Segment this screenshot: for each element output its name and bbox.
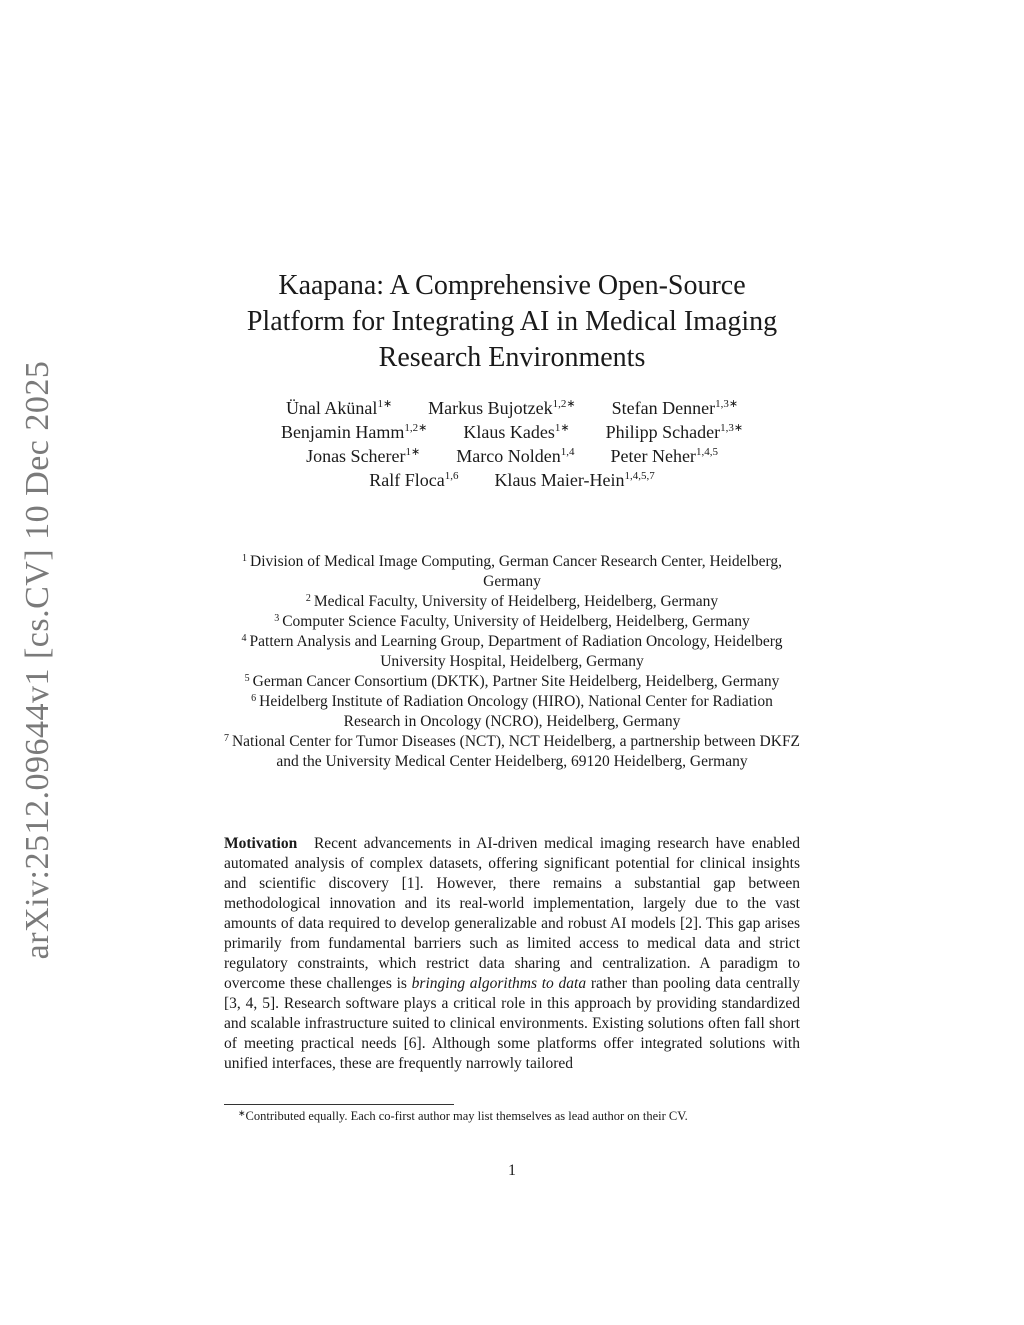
author-marks: 1,2∗ — [404, 422, 428, 434]
author — [369, 468, 458, 492]
affiliation-list — [222, 552, 802, 772]
author-marks: 1,3∗ — [720, 422, 744, 434]
author-marks: 1,6 — [444, 470, 459, 482]
author-marks: 1,3∗ — [715, 398, 739, 410]
affiliation-text: Division of Medical Image Computing, German Cancer Research Center, Heidelberg, Germany — [250, 553, 782, 590]
affiliation — [222, 672, 802, 692]
author-name: Ünal Akünal — [285, 398, 378, 418]
author-name: Klaus Kades — [463, 422, 555, 442]
author-name: Klaus Maier-Hein — [494, 470, 625, 490]
affiliation-number: 7 — [223, 733, 229, 744]
affiliation-text: National Center for Tumor Diseases (NCT), NCT Heidelberg, a partnership between DKFZ and the University Medical Center Heidelberg, 69120 Heidelberg, Germany — [231, 733, 801, 770]
paragraph-text: Recent advancements in AI-driven medical imaging research have enabled automated analysis of complex datasets, offering significant potential for clinical insights and scientific discovery [1]. However, there remains a substantial gap between methodological innovation and its real-world implementation, largely due to the vast amounts of data required to develop generalizable and robust AI models [2]. This gap arises primarily from fundamental barriers such as limited access to medical data and strict regulatory constraints, which restrict data sharing and centralization. A paradigm to overcome these challenges is — [224, 835, 801, 992]
author-name: Ralf Floca — [369, 470, 445, 490]
affiliation — [222, 692, 802, 732]
footnote-divider — [224, 1104, 454, 1105]
emphasized-phrase: bringing algorithms to data — [411, 975, 587, 992]
author-name: Markus Bujotzek — [428, 398, 553, 418]
paper-title — [212, 268, 812, 376]
affiliation — [222, 592, 802, 612]
paragraph-text: rather than pooling data centrally [3, 4, 5]. Research software plays a critical role in this approach by providing standardized and scalable infrastructure suited to clinical environments. Existing solutions often fall short of meeting practical needs [6]. Although some platforms offer integrated solutions with unified interfaces, these are frequently narrowly tailored — [224, 975, 801, 1072]
footnote-text: Contributed equally. Each co-first author may list themselves as lead author on their CV. — [245, 1109, 688, 1123]
affiliation-text: Computer Science Faculty, University of Heidelberg, Heidelberg, Germany — [282, 613, 750, 630]
affiliation-number: 6 — [251, 693, 257, 704]
author-row — [212, 396, 812, 420]
author-marks: 1,4,5,7 — [624, 470, 655, 482]
affiliation-number: 5 — [244, 673, 250, 684]
author-marks: 1,2∗ — [552, 398, 576, 410]
author — [610, 444, 717, 468]
arxiv-identifier: arXiv:2512.09644v1 [cs.CV] 10 Dec 2025 — [19, 360, 56, 960]
title-line: Research Environments — [378, 342, 646, 373]
page-number: 1 — [508, 1162, 516, 1179]
affiliation-number: 4 — [241, 633, 247, 644]
author-marks: 1∗ — [405, 446, 421, 458]
affiliation-number: 2 — [305, 593, 311, 604]
motivation-paragraph — [224, 834, 800, 1074]
footnote — [224, 1108, 828, 1124]
affiliation — [222, 632, 802, 672]
author-marks: 1,4 — [560, 446, 575, 458]
author — [456, 444, 574, 468]
author — [612, 396, 738, 420]
author — [606, 420, 743, 444]
author — [306, 444, 420, 468]
author-name: Stefan Denner — [611, 398, 716, 418]
affiliation-number: 3 — [274, 613, 280, 624]
author-marks: 1,4,5 — [695, 446, 718, 458]
affiliation — [222, 612, 802, 632]
author-marks: 1∗ — [554, 422, 570, 434]
author-name: Benjamin Hamm — [280, 422, 405, 442]
author — [428, 396, 575, 420]
affiliation-number: 1 — [242, 553, 248, 564]
author-name: Jonas Scherer — [306, 446, 406, 466]
author-list — [212, 396, 812, 492]
author — [463, 420, 569, 444]
affiliation-text: Medical Faculty, University of Heidelberg, Heidelberg, Germany — [313, 593, 719, 610]
author-row — [212, 444, 812, 468]
author — [286, 396, 392, 420]
author-row — [212, 420, 812, 444]
footnote-mark: ∗ — [238, 1108, 246, 1118]
section-heading: Motivation — [224, 835, 298, 852]
title-line: Kaapana: A Comprehensive Open-Source — [278, 270, 746, 301]
affiliation-text: German Cancer Consortium (DKTK), Partner Site Heidelberg, Heidelberg, Germany — [252, 673, 780, 690]
affiliation — [222, 732, 802, 772]
author-name: Peter Neher — [610, 446, 696, 466]
author-row — [212, 468, 812, 492]
affiliation-text: Pattern Analysis and Learning Group, Department of Radiation Oncology, Heidelberg University Hospital, Heidelberg, Germany — [249, 633, 783, 670]
author-marks: 1∗ — [377, 398, 393, 410]
author-name: Philipp Schader — [605, 422, 721, 442]
affiliation-text: Heidelberg Institute of Radiation Oncology (HIRO), National Center for Radiation Research in Oncology (NCRO), Heidelberg, Germany — [259, 693, 773, 730]
affiliation — [222, 552, 802, 592]
author-name: Marco Nolden — [456, 446, 561, 466]
author — [494, 468, 654, 492]
author — [281, 420, 427, 444]
title-line: Platform for Integrating AI in Medical Imaging — [246, 306, 778, 337]
